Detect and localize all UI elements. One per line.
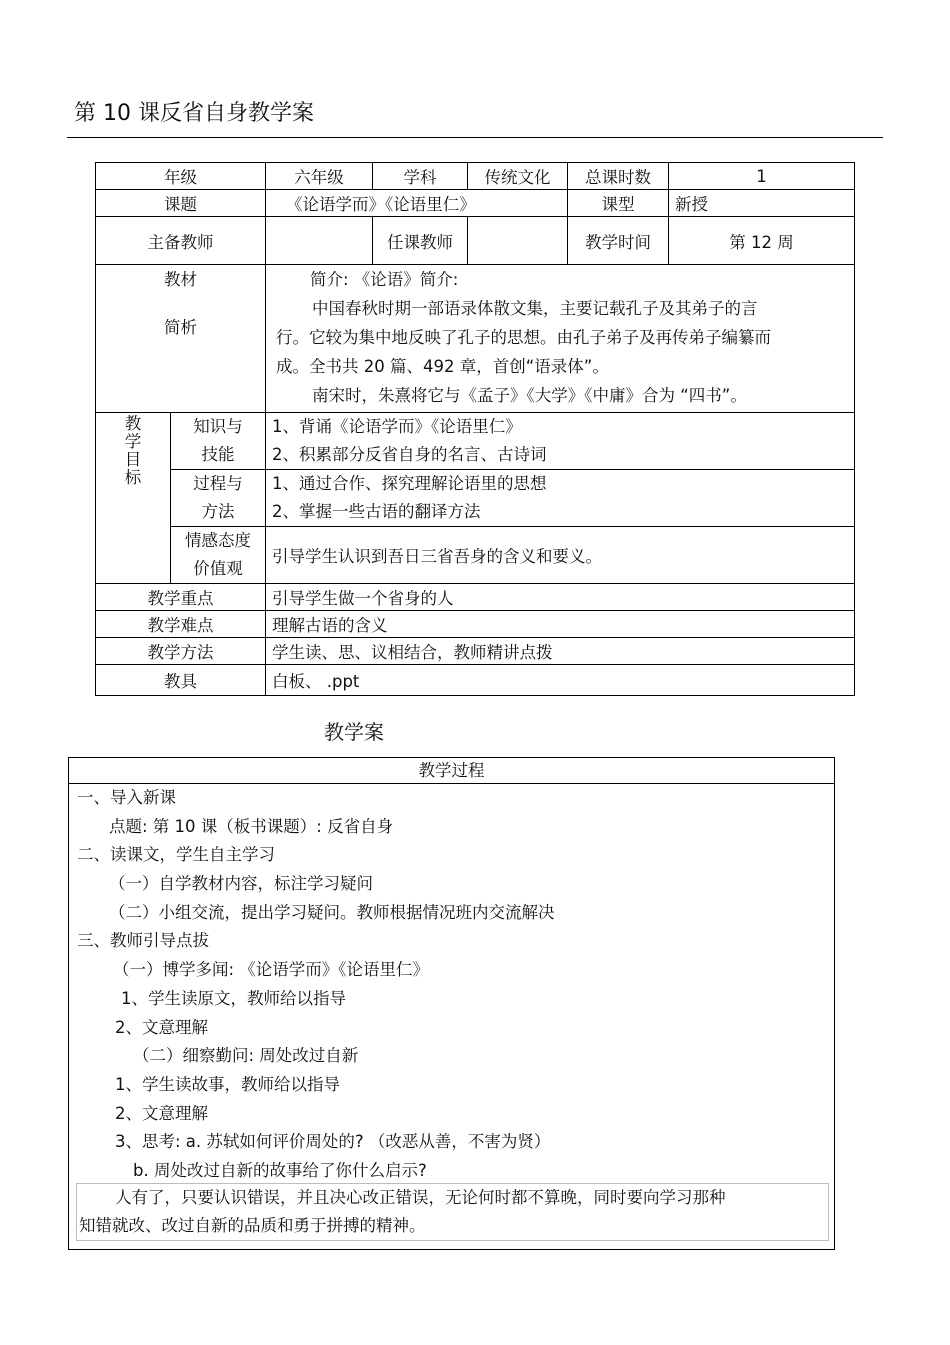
label-line: 过程与 xyxy=(193,474,243,493)
type-label: 课型 xyxy=(568,190,669,217)
goal-process-content xyxy=(266,470,855,527)
table-row xyxy=(96,527,855,584)
label-line: 价值观 xyxy=(193,559,243,578)
summary-box xyxy=(76,1183,829,1241)
process-line: 一、导入新课 xyxy=(77,788,176,807)
table-row xyxy=(96,413,855,470)
goal-values-label xyxy=(171,527,266,584)
process-line: 1、学生读故事，教师给以指导 xyxy=(115,1074,340,1094)
lead-teacher-label: 主备教师 xyxy=(96,217,266,265)
method-label: 教学方法 xyxy=(96,638,266,665)
document-title: 第 10 课反省自身教学案 xyxy=(74,101,314,126)
process-line: （一）博学多闻: 《论语学而》《论语里仁》 xyxy=(113,960,430,980)
material-label-line: 教材 xyxy=(164,270,197,289)
type-value: 新授 xyxy=(669,190,855,217)
goal-knowledge-content xyxy=(266,413,855,470)
table-row xyxy=(96,665,855,696)
lesson-info-table xyxy=(95,162,855,696)
goals-label xyxy=(96,413,171,584)
goal-line: 1、背诵《论语学而》《论语里仁》 xyxy=(272,417,522,436)
tools-label: 教具 xyxy=(96,665,266,696)
goal-line: 2、积累部分反省自身的名言、古诗词 xyxy=(272,445,547,464)
process-line: 1、学生读原文，教师给以指导 xyxy=(121,988,346,1008)
hours-value: 1 xyxy=(669,163,855,190)
goals-label-char: 学 xyxy=(124,432,142,451)
difficulty-label: 教学难点 xyxy=(96,611,266,638)
teacher-value xyxy=(468,217,568,265)
process-box xyxy=(68,757,835,1250)
summary-line: 人有了，只要认识错误，并且决心改正错误，无论何时都不算晚，同时要向学习那种 xyxy=(115,1188,726,1207)
goal-values-content: 引导学生认识到吾日三省吾身的含义和要义。 xyxy=(266,527,855,584)
label-line: 方法 xyxy=(201,502,235,521)
material-label xyxy=(96,265,266,413)
table-row xyxy=(96,611,855,638)
table-row xyxy=(96,190,855,217)
table-row xyxy=(96,163,855,190)
process-line: （一）自学教材内容，标注学习疑问 xyxy=(109,874,373,894)
process-line: 2、文意理解 xyxy=(115,1103,208,1123)
process-line: （二）小组交流，提出学习疑问。教师根据情况班内交流解决 xyxy=(109,902,555,922)
process-line: 3、思考: a. 苏轼如何评价周处的? （改恶从善，不害为贤） xyxy=(115,1132,551,1152)
time-value: 第 12 周 xyxy=(669,217,855,265)
key-value: 引导学生做一个省身的人 xyxy=(266,584,855,611)
grade-value: 六年级 xyxy=(266,163,373,190)
table-row xyxy=(96,470,855,527)
intro-line: 行。它较为集中地反映了孔子的思想。由孔子弟子及再传弟子编纂而 xyxy=(276,328,771,347)
material-label-line: 简析 xyxy=(164,318,197,337)
process-line: （二）细察勤问: 周处改过自新 xyxy=(133,1046,359,1066)
process-line: 2、文意理解 xyxy=(115,1017,208,1037)
process-line: 三、教师引导点拔 xyxy=(77,931,209,951)
process-header: 教学过程 xyxy=(69,758,834,784)
table-row xyxy=(96,265,855,413)
subject-value: 传统文化 xyxy=(468,163,568,190)
key-label: 教学重点 xyxy=(96,584,266,611)
intro-line: 南宋时，朱熹将它与《孟子》《大学》《中庸》合为 “四书”。 xyxy=(312,386,747,405)
lead-teacher-value xyxy=(266,217,373,265)
goals-label-char: 教 xyxy=(124,414,142,433)
table-row xyxy=(96,584,855,611)
process-line: 点题: 第 10 课（板书课题）: 反省自身 xyxy=(109,816,394,836)
label-line: 知识与 xyxy=(193,417,243,436)
goal-process-label xyxy=(171,470,266,527)
title-underline xyxy=(67,137,883,138)
intro-line: 成。全书共 20 篇、492 章，首创“语录体”。 xyxy=(276,357,609,376)
topic-label: 课题 xyxy=(96,190,266,217)
subject-label: 学科 xyxy=(373,163,468,190)
method-value: 学生读、思、议相结合，教师精讲点拨 xyxy=(266,638,855,665)
intro-line: 简介: 《论语》简介: xyxy=(310,270,459,289)
difficulty-value: 理解古语的含义 xyxy=(266,611,855,638)
intro-line: 中国春秋时期一部语录体散文集，主要记载孔子及其弟子的言 xyxy=(312,299,758,318)
goal-knowledge-label xyxy=(171,413,266,470)
hours-label: 总课时数 xyxy=(568,163,669,190)
tools-value: 白板、 .ppt xyxy=(266,665,855,696)
teacher-label: 任课教师 xyxy=(373,217,468,265)
goals-label-char: 目 xyxy=(124,450,142,469)
label-line: 情感态度 xyxy=(185,531,251,550)
goals-label-char: 标 xyxy=(124,468,142,487)
table-row xyxy=(96,217,855,265)
topic-value: 《论语学而》《论语里仁》 xyxy=(266,190,568,217)
process-body xyxy=(69,784,834,1186)
summary-line: 知错就改、改过自新的品质和勇于拼搏的精神。 xyxy=(79,1216,426,1235)
plan-title: 教学案 xyxy=(324,720,384,744)
process-line: 二、读课文，学生自主学习 xyxy=(77,845,275,865)
process-line: b. 周处改过自新的故事给了你什么启示? xyxy=(133,1160,427,1180)
goal-line: 1、通过合作、探究理解论语里的思想 xyxy=(272,474,547,493)
table-row xyxy=(96,638,855,665)
goal-line: 2、掌握一些古语的翻译方法 xyxy=(272,502,481,521)
grade-label: 年级 xyxy=(96,163,266,190)
material-intro xyxy=(266,265,855,413)
time-label: 教学时间 xyxy=(568,217,669,265)
label-line: 技能 xyxy=(201,445,235,464)
